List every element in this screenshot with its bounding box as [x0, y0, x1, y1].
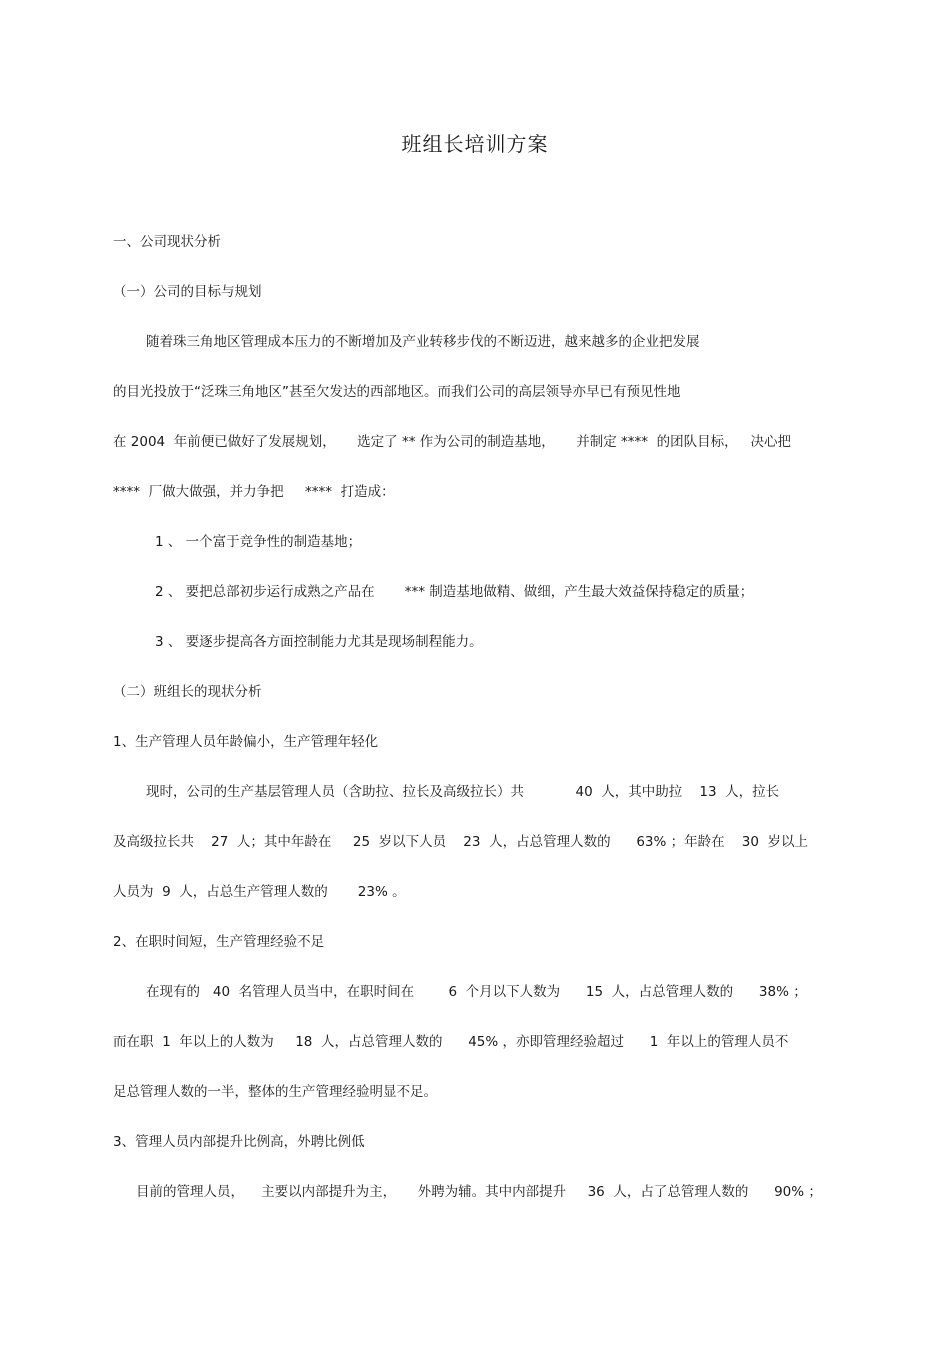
subsection-heading: （一）公司的目标与规划 [113, 284, 262, 300]
list-item: 2 、 要把总部初步运行成熟之产品在 *** 制造基地做精、做细，产生最大效益保持稳定的质量； [155, 584, 754, 600]
list-item: 1 、 一个富于竞争性的制造基地； [155, 534, 362, 550]
subsection-heading: （二）班组长的现状分析 [113, 684, 262, 700]
paragraph-line: 随着珠三角地区管理成本压力的不断增加及产业转移步伐的不断迈进，越来越多的企业把发展 [146, 334, 700, 350]
paragraph-line: 现时，公司的生产基层管理人员（含助拉、拉长及高级拉长）共 40 人，其中助拉 13 人，拉长 [146, 784, 780, 800]
numbered-heading: 2、在职时间短，生产管理经验不足 [113, 934, 325, 950]
numbered-heading: 3、管理人员内部提升比例高，外聘比例低 [113, 1134, 365, 1150]
numbered-heading: 1、生产管理人员年龄偏小，生产管理年轻化 [113, 734, 379, 750]
document-title: 班组长培训方案 [401, 132, 549, 156]
list-item: 3 、 要逐步提高各方面控制能力尤其是现场制程能力。 [155, 634, 483, 650]
paragraph-line: 目前的管理人员， 主要以内部提升为主， 外聘为辅。其中内部提升 36 人，占了总管理人数的 90% ； [136, 1184, 822, 1200]
paragraph-line: 的目光投放于“泛珠三角地区”甚至欠发达的西部地区。而我们公司的高层领导亦早已有预见性地 [113, 384, 681, 400]
paragraph-line: 在 2004 年前便已做好了发展规划， 选定了 ** 作为公司的制造基地， 并制定 **** 的团队目标， 决心把 [113, 434, 791, 450]
paragraph-line: 及高级拉长共 27 人；其中年龄在 25 岁以下人员 23 人，占总管理人数的 63% ；年龄在 30 岁以上 [113, 834, 809, 850]
paragraph-line: 足总管理人数的一半，整体的生产管理经验明显不足。 [113, 1084, 437, 1100]
section-heading: 一、公司现状分析 [113, 234, 221, 250]
paragraph-line: 人员为 9 人，占总生产管理人数的 23% 。 [113, 884, 406, 900]
paragraph-line: 在现有的 40 名管理人员当中，在职时间在 6 个月以下人数为 15 人，占总管理人数的 38% ； [146, 984, 807, 1000]
paragraph-line: 而在职 1 年以上的人数为 18 人，占总管理人数的 45% ，亦即管理经验超过 1 年以上的管理人员不 [113, 1034, 789, 1050]
paragraph-line: **** 厂做大做强，并力争把 **** 打造成： [113, 484, 395, 500]
